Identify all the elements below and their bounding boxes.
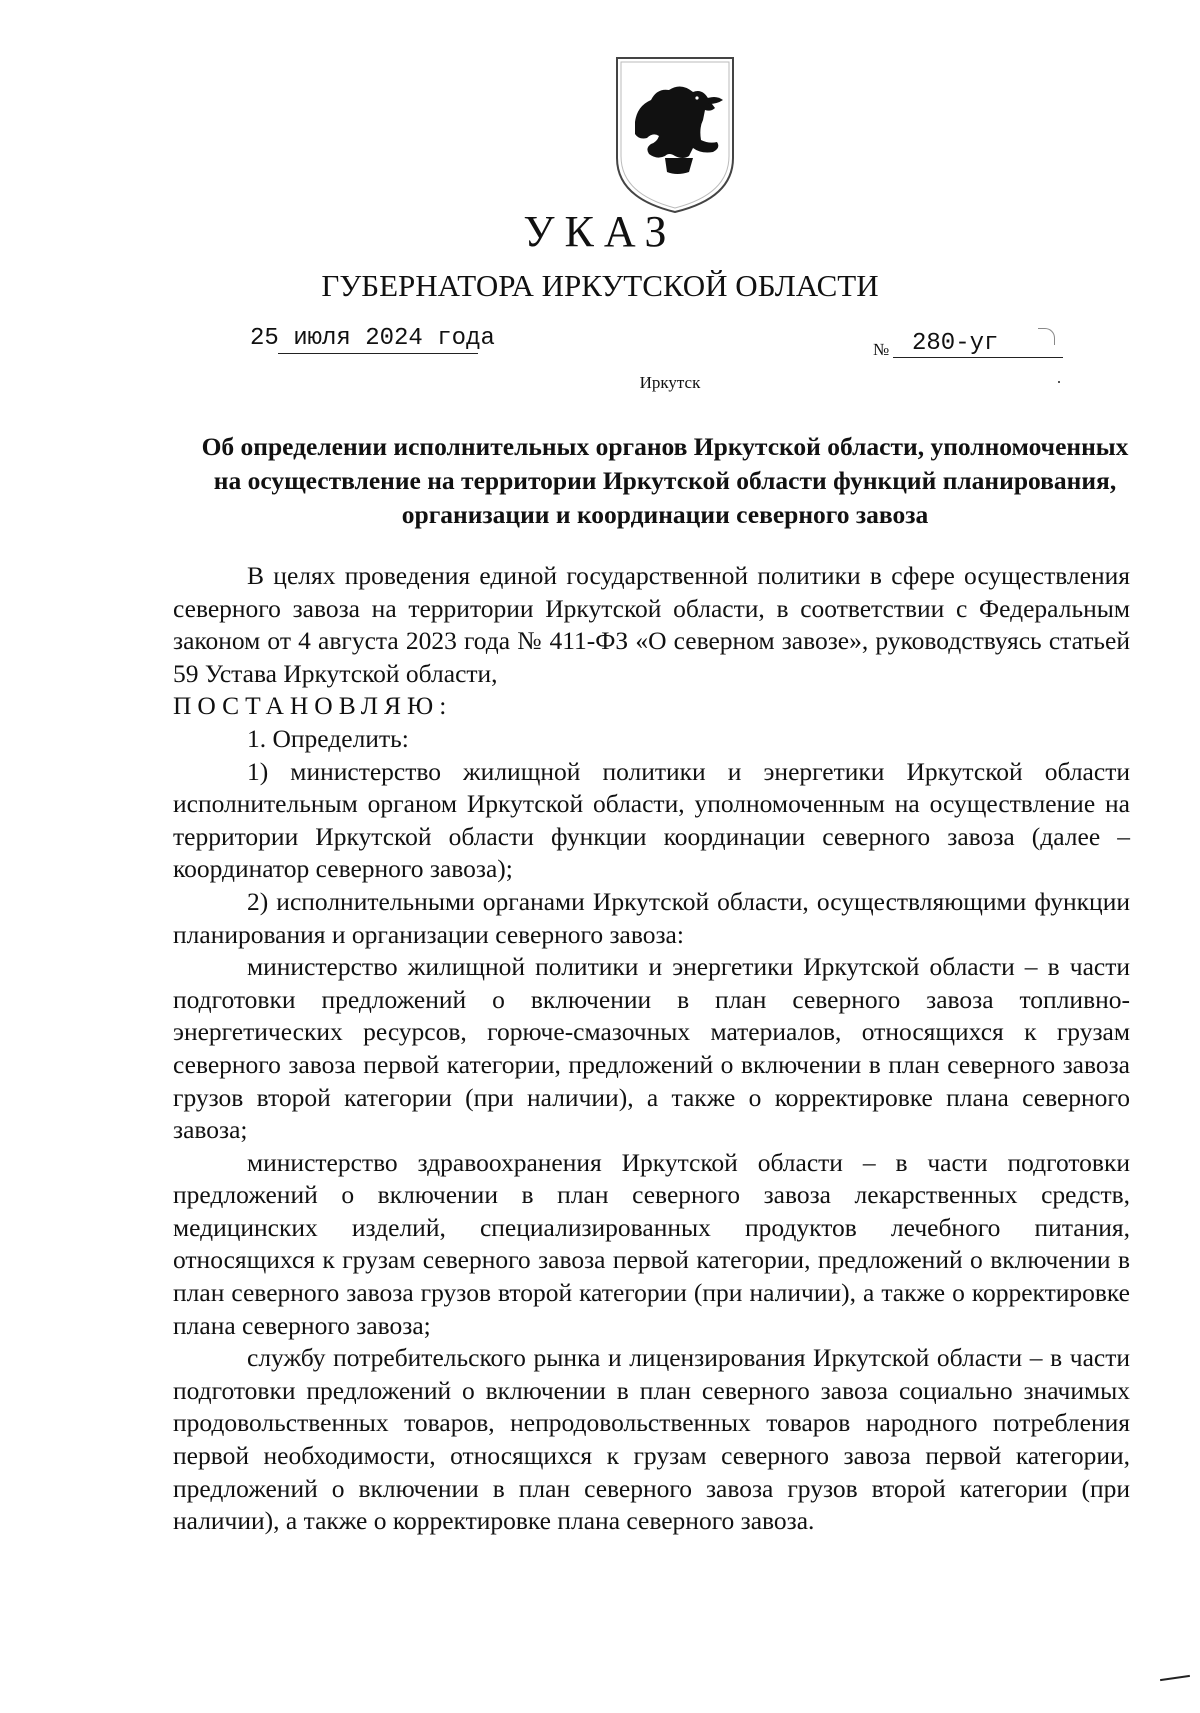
city-name: Иркутск [639,373,701,392]
decree-word: ПОСТАНОВЛЯЮ: [173,691,453,721]
number-sign: № [873,340,890,359]
corner-mark [1160,1675,1190,1681]
clause-item-consumer-market-service: службу потребительского рынка и лицензирования Иркутской области – в части подготовки предложений о включении в план северного завоза социально значимых продовольственных товаров, непродовольственных товаров народного потребления первой необходимости, относящихся к грузам северного завоза первой категории, предложений о включении в план северного завоза грузов второй категории (при наличии), а также о корректировке плана северного завоза. [173,1343,1130,1536]
decree-heading: Об определении исполнительных органов Иркутской области, уполномоченных на осуществление на территории Иркутской области функций планирования, организации и координации северного завоза [201,432,1129,529]
decree-number: 280-уг [912,330,999,357]
clause-1-2: 2) исполнительными органами Иркутской области, осуществляющими функции планирования и организации северного завоза: [173,886,1130,949]
decree-date: 25 июля 2024 года [250,325,495,352]
preamble-paragraph: В целях проведения единой государственной политики в сфере осуществления северного завоза на территории Иркутской области, в соответствии с Федеральным законом от 4 августа 2023 года № 411-ФЗ «О северном завозе», руководствуясь статьей 59 Устава Иркутской области, [173,561,1130,688]
scan-dot [1058,381,1060,383]
number-underline [893,357,1063,358]
date-underline [278,353,478,354]
decree-body [173,560,1130,1538]
clause-1: 1. Определить: [247,723,409,753]
clause-item-housing-ministry: министерство жилищной политики и энергетики Иркутской области – в части подготовки предложений о включении в план северного завоза топливно-энергетических ресурсов, горюче-смазочных материалов, относящихся к грузам северного завоза первой категории, предложений о включении в план северного завоза грузов второй категории (при наличии), а также о корректировке плана северного завоза; [173,952,1130,1145]
corner-tick-mark [1038,328,1055,345]
document-subtitle: ГУБЕРНАТОРА ИРКУТСКОЙ ОБЛАСТИ [321,268,879,303]
clause-1-1: 1) министерство жилищной политики и энергетики Иркутской области исполнительным органом Иркутской области, уполномоченным на осуществление на территории Иркутской области функции координации северного завоза (далее – координатор северного завоза); [173,756,1130,884]
irkutsk-coat-of-arms-icon [605,48,745,216]
document-title: УКАЗ [523,207,677,256]
clause-item-health-ministry: министерство здравоохранения Иркутской области – в части подготовки предложений о включении в план северного завоза лекарственных средств, медицинских изделий, специализированных продуктов лечебного питания, относящихся к грузам северного завоза первой категории, предложений о включении в план северного завоза грузов второй категории (при наличии), а также о корректировке плана северного завоза; [173,1147,1130,1340]
